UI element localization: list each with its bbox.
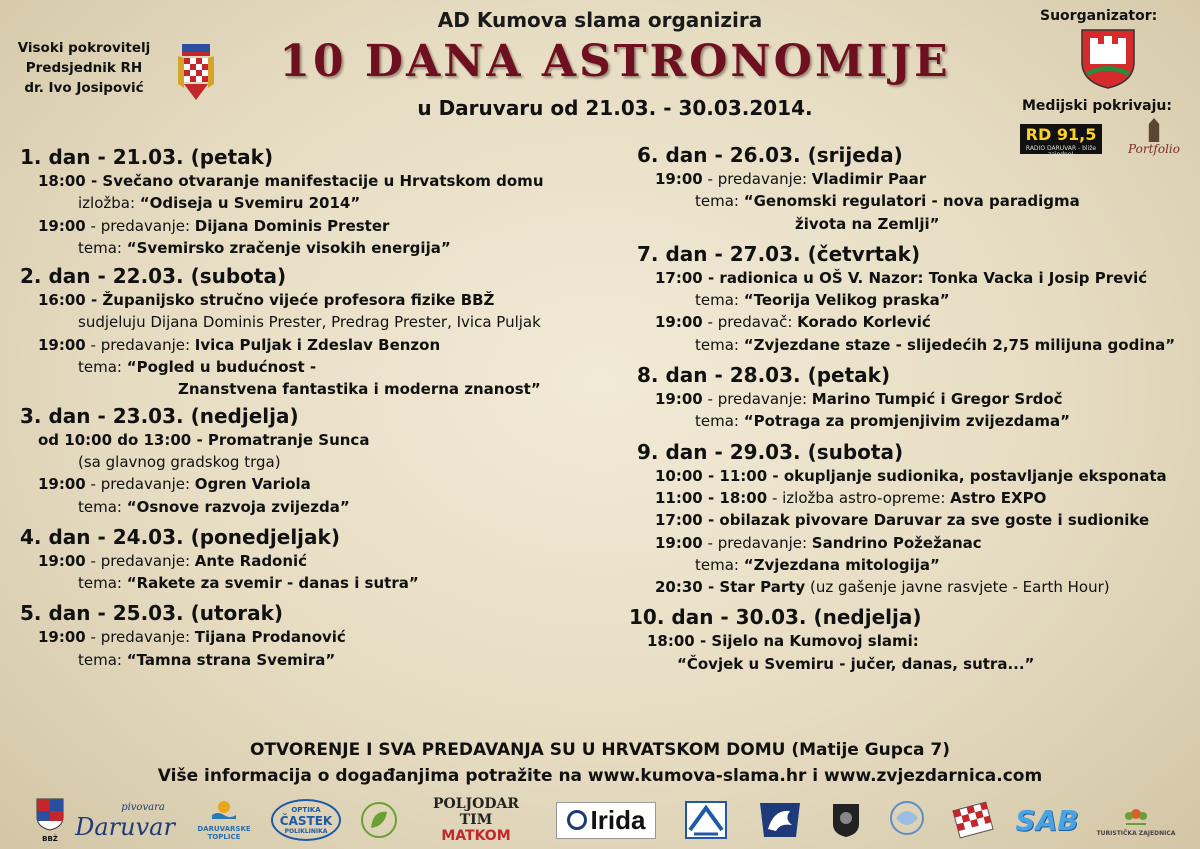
schedule-line bbox=[637, 532, 1175, 554]
sab-logo bbox=[1012, 796, 1082, 844]
schedule-text-bold: “Potraga za promjenjivim zvijezdama” bbox=[743, 412, 1071, 431]
poljodar-text: POLJODAR TIM bbox=[432, 796, 520, 828]
checkered-logo bbox=[944, 796, 1002, 844]
schedule-line bbox=[629, 653, 1175, 675]
schedule-line bbox=[20, 649, 544, 671]
radio-daruvar-text: RD 91,5 bbox=[1025, 125, 1097, 144]
schedule-text: - predavanje: bbox=[702, 533, 812, 552]
schedule-text-bold: od 10:00 do 13:00 - Promatranje Sunca bbox=[38, 430, 370, 449]
schedule-text: - predavanje: bbox=[85, 216, 195, 235]
day-block bbox=[20, 524, 544, 595]
day-heading: 1. dan - 21.03. (petak) bbox=[20, 145, 274, 169]
toplice-icon bbox=[211, 799, 237, 821]
schedule-text-bold: 11:00 - 18:00 bbox=[655, 488, 768, 507]
schedule-line bbox=[20, 473, 544, 495]
schedule-line bbox=[637, 554, 1175, 576]
schedule-line bbox=[637, 576, 1175, 598]
schedule-text-bold: “Odiseja u Svemiru 2014” bbox=[139, 194, 361, 213]
schedule-text-bold: 16:00 - Županijsko stručno vijeće profesora fizike BBŽ bbox=[38, 291, 495, 310]
schedule-text: tema: bbox=[78, 650, 127, 669]
schedule-text-bold: “Čovjek u Svemiru - jučer, danas, sutra...” bbox=[677, 654, 1035, 673]
schedule-text-bold: 18:00 - Svečano otvaranje manifestacije u Hrvatskom domu bbox=[38, 172, 544, 190]
shield-icon bbox=[831, 802, 861, 838]
venue-notice: OTVORENJE I SVA PREDAVANJA SU U HRVATSKOM DOMU (Matije Gupca 7) bbox=[249, 740, 951, 760]
turisticka-zajednica-logo bbox=[1096, 796, 1176, 844]
schedule-text-bold: 20:30 - Star Party bbox=[655, 578, 806, 597]
day-block bbox=[637, 362, 1175, 433]
schedule-text: - predavanje: bbox=[85, 475, 195, 494]
schedule-text-bold: Vladimir Paar bbox=[811, 170, 927, 188]
right-column bbox=[629, 142, 1176, 675]
portfolio-text: Portfolio bbox=[1128, 142, 1180, 156]
schedule-line bbox=[637, 388, 1175, 410]
day-block bbox=[20, 263, 544, 400]
schedule-text: - predavanje: bbox=[702, 170, 812, 188]
toplice-text: DARUVARSKE TOPLICE bbox=[197, 825, 251, 841]
schedule-text: (sa glavnog gradskog trga) bbox=[78, 452, 281, 471]
blue-square-logo bbox=[680, 796, 732, 844]
schedule-text: tema: bbox=[78, 574, 127, 593]
pivovara-text: pivovara bbox=[121, 802, 165, 813]
day-heading: 4. dan - 24.03. (ponedjeljak) bbox=[20, 524, 340, 549]
schedule-line bbox=[20, 496, 544, 518]
day-block bbox=[629, 604, 1175, 675]
daruvarske-toplice-logo bbox=[186, 796, 262, 844]
schedule-line bbox=[20, 334, 544, 356]
schedule-text: - predavanje: bbox=[702, 390, 812, 409]
schedule-text-bold: “Tamna strana Svemira” bbox=[126, 650, 336, 669]
green-leaf-logo bbox=[354, 796, 404, 844]
schedule-text: (uz gašenje javne rasvjete - Earth Hour) bbox=[805, 578, 1110, 597]
schedule-text-bold: Astro EXPO bbox=[950, 488, 1047, 507]
schedule-text-bold: “Zvjezdana mitologija” bbox=[743, 555, 940, 574]
dark-shield-logo bbox=[826, 796, 866, 844]
schedule-line bbox=[637, 334, 1175, 356]
turisticka-text: TURISTIČKA ZAJEDNICA bbox=[1096, 829, 1176, 837]
schedule-text-bold: 19:00 bbox=[38, 551, 86, 570]
schedule-line bbox=[20, 289, 544, 311]
schedule-line bbox=[637, 267, 1175, 289]
daruvar-text: Daruvar bbox=[75, 813, 175, 841]
schedule-text-bold: 18:00 - Sijelo na Kumovoj slami: bbox=[647, 632, 919, 651]
day-block bbox=[20, 144, 544, 259]
bbz-shield-icon bbox=[35, 797, 65, 831]
day-block bbox=[20, 403, 544, 518]
schedule-text-bold: Sandrino Požežanac bbox=[811, 533, 982, 552]
day-block bbox=[20, 600, 544, 671]
schedule-line bbox=[20, 378, 544, 400]
schedule-text: tema: bbox=[78, 497, 127, 516]
page-subtitle: u Daruvaru od 21.03. - 30.03.2014. bbox=[417, 96, 813, 120]
castek-poliklinika-text: POLIKLINIKA bbox=[284, 827, 328, 835]
schedule-text-bold: 19:00 bbox=[38, 628, 86, 647]
schedule-line bbox=[20, 626, 544, 648]
schedule-line bbox=[20, 215, 544, 237]
schedule-text: sudjeluju Dijana Dominis Prester, Predrag Prester, Ivica Puljak bbox=[78, 313, 541, 332]
schedule-text-bold: “Rakete za svemir - danas i sutra” bbox=[126, 574, 419, 593]
schedule-line bbox=[20, 356, 544, 378]
schedule-text-bold: Ante Radonić bbox=[194, 551, 308, 570]
schedule-line bbox=[20, 572, 544, 594]
irida-text: Irida bbox=[590, 804, 646, 835]
schedule-text: tema: bbox=[695, 192, 744, 211]
day-heading: 6. dan - 26.03. (srijeda) bbox=[637, 143, 903, 167]
schedule-text-bold: Znanstvena fantastika i moderna znanost” bbox=[178, 380, 541, 399]
schedule-text: tema: bbox=[78, 358, 127, 377]
irida-ring-icon bbox=[567, 810, 587, 830]
schedule-line bbox=[637, 509, 1175, 531]
schedule-line bbox=[20, 429, 544, 451]
schedule-line bbox=[637, 289, 1175, 311]
schedule-line bbox=[637, 465, 1175, 487]
left-column bbox=[20, 144, 544, 671]
schedule-line bbox=[20, 192, 544, 214]
schedule-text: tema: bbox=[695, 555, 744, 574]
schedule-text: tema: bbox=[695, 335, 744, 354]
schedule-line bbox=[20, 311, 544, 333]
media-label: Medijski pokrivaju: bbox=[1022, 98, 1172, 114]
schedule-text: tema: bbox=[78, 238, 127, 257]
schedule-line bbox=[20, 237, 544, 259]
lion-icon bbox=[758, 799, 802, 841]
info-notice: Više informacija o događanjima potražite na www.kumova-slama.hr i www.zvjezdarnica.com bbox=[157, 766, 1043, 786]
schedule-text-bold: “Svemirsko zračenje visokih energija” bbox=[126, 238, 451, 257]
schedule-line bbox=[637, 190, 1175, 212]
castek-text: ČASTEK bbox=[279, 813, 333, 828]
day-heading: 3. dan - 23.03. (nedjelja) bbox=[20, 403, 299, 428]
checkered-icon bbox=[950, 800, 996, 840]
schedule-line bbox=[637, 311, 1175, 333]
daruvar-coat-of-arms-icon bbox=[1080, 28, 1136, 90]
schedule-text: tema: bbox=[695, 291, 744, 310]
schedule-text-bold: “Osnove razvoja zvijezda” bbox=[126, 497, 350, 516]
radio-daruvar-slogan: RADIO DARUVAR - bliže zajedno! bbox=[1025, 145, 1097, 158]
bbz-logo bbox=[30, 796, 70, 844]
leaf-icon bbox=[359, 800, 399, 840]
blue-lines-icon bbox=[684, 800, 728, 840]
schedule-text-bold: Dijana Dominis Prester bbox=[194, 216, 390, 235]
president-coat-of-arms-icon bbox=[176, 44, 216, 102]
schedule-text: - predavanje: bbox=[85, 335, 195, 354]
schedule-text-bold: 19:00 bbox=[655, 313, 703, 332]
schedule-text-bold: Marino Tumpić i Gregor Srdoč bbox=[811, 390, 1063, 409]
irida-logo bbox=[548, 796, 664, 844]
schedule-line bbox=[20, 170, 544, 192]
day-block bbox=[637, 241, 1175, 356]
schedule-text-bold: 17:00 - obilazak pivovare Daruvar za sve goste i sudionike bbox=[655, 511, 1150, 530]
day-heading: 9. dan - 29.03. (subota) bbox=[637, 439, 904, 464]
page-title: 10 DANA ASTRONOMIJE bbox=[279, 36, 951, 87]
schedule-text-bold: 19:00 bbox=[655, 390, 703, 409]
optika-castek-logo bbox=[268, 796, 344, 844]
schedule-text-bold: 10:00 - 11:00 - okupljanje sudionika, postavljanje eksponata bbox=[655, 466, 1167, 485]
schedule-text: - predavanje: bbox=[85, 628, 195, 647]
day-heading: 7. dan - 27.03. (četvrtak) bbox=[637, 241, 921, 266]
tower-icon bbox=[1141, 118, 1167, 142]
flower-icon bbox=[1122, 804, 1150, 826]
schedule-line bbox=[637, 487, 1175, 509]
day-heading: 8. dan - 28.03. (petak) bbox=[637, 363, 891, 388]
schedule-text-bold: “Pogled u budućnost - bbox=[126, 358, 317, 377]
bbz-text: BBŽ bbox=[42, 835, 58, 843]
schedule-text-bold: Ogren Variola bbox=[194, 475, 311, 494]
schedule-text-bold: “Genomski regulatori - nova paradigma bbox=[743, 192, 1080, 211]
patron-line: Visoki pokrovitelj bbox=[17, 40, 151, 56]
schedule-text: - izložba astro-opreme: bbox=[767, 488, 951, 507]
globe-icon bbox=[884, 798, 930, 842]
patron-block bbox=[4, 38, 164, 98]
schedule-text-bold: Ivica Puljak i Zdeslav Benzon bbox=[194, 335, 441, 354]
schedule-text-bold: 19:00 bbox=[655, 533, 703, 552]
schedule-text-bold: 19:00 bbox=[38, 335, 86, 354]
schedule-line bbox=[20, 451, 544, 473]
blue-circle-logo bbox=[878, 796, 936, 844]
schedule-text-bold: 19:00 bbox=[655, 170, 703, 188]
matkom-text: MATKOM bbox=[441, 828, 511, 844]
schedule-text-bold: “Teorija Velikog praska” bbox=[743, 291, 950, 310]
day-block bbox=[637, 439, 1175, 599]
schedule-line bbox=[637, 410, 1175, 432]
schedule-line bbox=[637, 168, 1175, 190]
schedule-text-bold: 17:00 - radionica u OŠ V. Nazor: Tonka Vacka i Josip Prević bbox=[655, 268, 1148, 287]
schedule-text-bold: Tijana Prodanović bbox=[194, 628, 346, 647]
poljodar-matkom-logo bbox=[420, 796, 532, 844]
schedule-text-bold: 19:00 bbox=[38, 475, 86, 494]
organizer-line: AD Kumova slama organizira bbox=[437, 8, 763, 32]
schedule-text-bold: života na Zemlji” bbox=[795, 214, 940, 233]
schedule-text-bold: 19:00 bbox=[38, 216, 86, 235]
day-block bbox=[637, 142, 1175, 235]
schedule-text: tema: bbox=[695, 412, 744, 431]
schedule-line bbox=[20, 550, 544, 572]
schedule-text: - predavanje: bbox=[85, 551, 195, 570]
schedule-line bbox=[629, 630, 1175, 652]
castek-optika-text: OPTIKA bbox=[291, 805, 321, 814]
day-heading: 2. dan - 22.03. (subota) bbox=[20, 264, 287, 289]
pivovara-daruvar-logo bbox=[75, 796, 175, 844]
schedule-line bbox=[637, 213, 1175, 235]
patron-line: Predsjednik RH bbox=[25, 60, 143, 76]
schedule-text-bold: Korado Korlević bbox=[797, 313, 931, 332]
schedule-text: - predavač: bbox=[702, 313, 798, 332]
schedule-text: izložba: bbox=[78, 194, 140, 213]
coorganizer-label: Suorganizator: bbox=[1040, 8, 1158, 24]
patron-line: dr. Ivo Josipović bbox=[24, 80, 144, 96]
sab-text: SAB bbox=[1015, 803, 1079, 837]
lion-logo bbox=[754, 796, 806, 844]
schedule-text-bold: “Zvjezdane staze - slijedećih 2,75 milijuna godina” bbox=[743, 335, 1176, 354]
day-heading: 10. dan - 30.03. (nedjelja) bbox=[629, 605, 922, 630]
day-heading: 5. dan - 25.03. (utorak) bbox=[20, 601, 284, 626]
